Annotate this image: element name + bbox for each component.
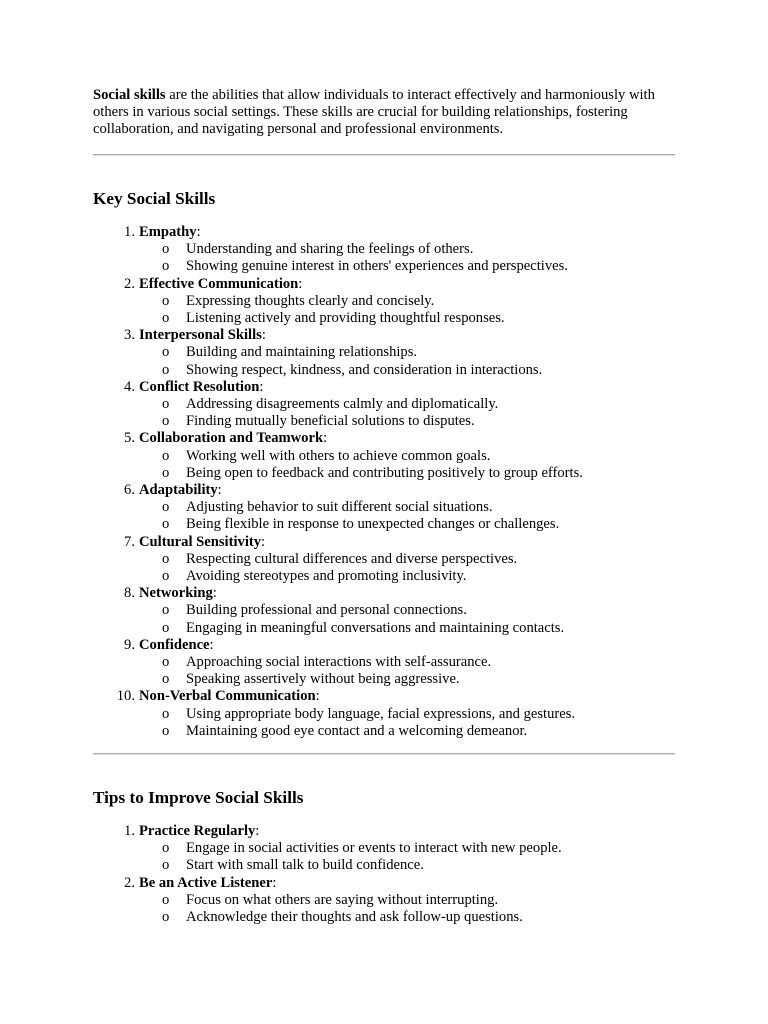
sub-list-item [139, 857, 693, 874]
list-item-title-suffix: : [261, 327, 266, 344]
list-item-title-line [139, 482, 222, 498]
sub-list [139, 499, 693, 533]
list-item-title-suffix: : [255, 823, 260, 839]
section-heading-key-skills: Key Social Skills [93, 189, 216, 208]
sub-list-item-text: Maintaining good eye contact and a welcoming demeanor. [186, 722, 528, 739]
list-item [93, 688, 693, 740]
sub-list-item-text: Building and maintaining relationships. [186, 344, 418, 361]
list-item [93, 637, 693, 689]
sub-list-item-text: Approaching social interactions with self-assurance. [186, 654, 492, 671]
sub-list-item [139, 241, 693, 258]
intro-paragraph [93, 87, 683, 139]
sub-list-item-text: Addressing disagreements calmly and diplomatically. [186, 396, 499, 413]
sub-list-item-text: Building professional and personal connections. [186, 602, 467, 619]
sub-list-item [139, 706, 693, 723]
sub-list-item-text: Focus on what others are saying without interrupting. [186, 891, 499, 908]
list-item-title-line [139, 430, 327, 446]
sub-list-item [139, 448, 693, 465]
list-item-title: Cultural Sensitivity [139, 533, 262, 550]
list-item-title: Effective Communication [139, 275, 299, 292]
sub-list [139, 396, 693, 430]
circle-bullet-icon: o [162, 671, 170, 688]
list-item-title-suffix: : [323, 430, 328, 447]
circle-bullet-icon: o [162, 654, 170, 671]
tips-list [93, 823, 693, 926]
sub-list-item [139, 362, 693, 379]
list-item-title-line [139, 224, 201, 240]
circle-bullet-icon: o [162, 413, 170, 430]
sub-list [139, 448, 693, 482]
circle-bullet-icon: o [162, 705, 170, 722]
sub-list-item [139, 723, 693, 740]
sub-list [139, 840, 693, 874]
circle-bullet-icon: o [162, 619, 170, 636]
horizontal-rule [93, 753, 675, 755]
sub-list-item [139, 258, 693, 275]
sub-list-item [139, 499, 693, 516]
list-item [93, 379, 693, 431]
sub-list-item [139, 551, 693, 568]
list-item-number: 3. [124, 327, 135, 344]
sub-list [139, 293, 693, 327]
circle-bullet-icon: o [162, 292, 170, 309]
list-item-title: Conflict Resolution [139, 378, 260, 395]
list-item-number: 1. [124, 823, 135, 839]
list-item-title-suffix: : [272, 874, 277, 891]
sub-list-item [139, 310, 693, 327]
sub-list-item-text: Showing respect, kindness, and consideration in interactions. [186, 361, 543, 378]
circle-bullet-icon: o [162, 909, 170, 926]
circle-bullet-icon: o [162, 447, 170, 464]
circle-bullet-icon: o [162, 550, 170, 567]
sub-list-item-text: Using appropriate body language, facial expressions, and gestures. [186, 705, 576, 722]
sub-list [139, 892, 693, 926]
sub-list-item-text: Avoiding stereotypes and promoting inclusivity. [186, 568, 467, 585]
sub-list-item [139, 344, 693, 361]
sub-list-item-text: Respecting cultural differences and diverse perspectives. [186, 550, 518, 567]
sub-list-item-text: Adjusting behavior to suit different social situations. [186, 499, 493, 516]
circle-bullet-icon: o [162, 516, 170, 533]
sub-list-item [139, 293, 693, 310]
list-item-title: Networking [139, 585, 213, 602]
list-item-title-suffix: : [209, 636, 214, 653]
sub-list-item-text: Engage in social activities or events to interact with new people. [186, 840, 562, 857]
key-skills-list [93, 224, 693, 740]
sub-list-item-text: Speaking assertively without being aggressive. [186, 671, 460, 688]
circle-bullet-icon: o [162, 258, 170, 275]
sub-list-item-text: Working well with others to achieve common goals. [186, 447, 491, 464]
sub-list-item [139, 516, 693, 533]
list-item-number: 9. [124, 636, 135, 653]
sub-list [139, 706, 693, 740]
sub-list-item [139, 620, 693, 637]
list-item-title-suffix: : [315, 688, 320, 705]
sub-list-item [139, 909, 693, 926]
list-item-title-line [139, 327, 266, 343]
list-item [93, 327, 693, 379]
list-item [93, 224, 693, 276]
sub-list-item-text: Start with small talk to build confidence. [186, 857, 424, 874]
sub-list-item-text: Being open to feedback and contributing positively to group efforts. [186, 464, 583, 481]
list-item-title-suffix: : [259, 378, 264, 395]
list-item-title-line [139, 276, 302, 292]
circle-bullet-icon: o [162, 310, 170, 327]
list-item-title-suffix: : [261, 533, 266, 550]
circle-bullet-icon: o [162, 464, 170, 481]
list-item [93, 585, 693, 637]
list-item-title-line [139, 637, 214, 653]
list-item [93, 276, 693, 328]
list-item [93, 430, 693, 482]
sub-list-item [139, 840, 693, 857]
sub-list-item-text: Showing genuine interest in others' experiences and perspectives. [186, 258, 568, 275]
circle-bullet-icon: o [162, 602, 170, 619]
sub-list [139, 344, 693, 378]
intro-bold-term: Social skills [93, 87, 166, 103]
sub-list [139, 602, 693, 636]
list-item-title-line [139, 875, 276, 891]
sub-list-item-text: Acknowledge their thoughts and ask follow-up questions. [186, 909, 523, 926]
list-item-number: 8. [124, 585, 135, 602]
list-item-number: 6. [124, 482, 135, 499]
sub-list-item [139, 602, 693, 619]
list-item-title: Practice Regularly [139, 823, 256, 839]
list-item-title: Adaptability [139, 482, 218, 499]
list-item-number: 7. [124, 533, 135, 550]
list-item-title-suffix: : [212, 585, 217, 602]
sub-list-item-text: Engaging in meaningful conversations and maintaining contacts. [186, 619, 565, 636]
list-item-title-line [139, 379, 263, 395]
circle-bullet-icon: o [162, 241, 170, 258]
list-item-title-suffix: : [298, 275, 303, 292]
horizontal-rule [93, 154, 675, 156]
sub-list [139, 241, 693, 275]
list-item-number: 5. [124, 430, 135, 447]
list-item-number: 1. [124, 224, 135, 240]
list-item-title: Interpersonal Skills [139, 327, 262, 344]
sub-list [139, 551, 693, 585]
sub-list-item [139, 396, 693, 413]
sub-list-item [139, 413, 693, 430]
sub-list-item-text: Expressing thoughts clearly and concisely. [186, 292, 435, 309]
circle-bullet-icon: o [162, 396, 170, 413]
circle-bullet-icon: o [162, 499, 170, 516]
section-heading-tips: Tips to Improve Social Skills [93, 788, 304, 807]
intro-text: are the abilities that allow individuals to interact effectively and harmoniously with others in various social settings. These skills are crucial for building relationships, fostering collaboration, and navigating personal and professional environments. [93, 87, 655, 138]
circle-bullet-icon: o [162, 568, 170, 585]
list-item-number: 2. [124, 874, 135, 891]
list-item-number: 10. [116, 688, 135, 705]
sub-list-item [139, 671, 693, 688]
circle-bullet-icon: o [162, 891, 170, 908]
list-item-title: Be an Active Listener [139, 874, 273, 891]
list-item-title-line [139, 585, 217, 601]
list-item-number: 4. [124, 378, 135, 395]
list-item-title: Confidence [139, 636, 210, 653]
list-item-title-suffix: : [217, 482, 222, 499]
list-item-title-line [139, 823, 259, 839]
circle-bullet-icon: o [162, 722, 170, 739]
sub-list-item-text: Understanding and sharing the feelings of others. [186, 241, 474, 258]
list-item [93, 823, 693, 875]
list-item-number: 2. [124, 275, 135, 292]
sub-list-item-text: Finding mutually beneficial solutions to disputes. [186, 413, 475, 430]
list-item-title-line [139, 534, 265, 550]
circle-bullet-icon: o [162, 344, 170, 361]
circle-bullet-icon: o [162, 840, 170, 857]
list-item [93, 875, 693, 927]
list-item-title: Collaboration and Teamwork [139, 430, 324, 447]
sub-list-item-text: Listening actively and providing thoughtful responses. [186, 310, 505, 327]
list-item-title: Empathy [139, 224, 197, 240]
sub-list-item [139, 654, 693, 671]
list-item-title-suffix: : [196, 224, 201, 240]
sub-list [139, 654, 693, 688]
sub-list-item-text: Being flexible in response to unexpected changes or challenges. [186, 516, 560, 533]
circle-bullet-icon: o [162, 361, 170, 378]
sub-list-item [139, 568, 693, 585]
sub-list-item [139, 465, 693, 482]
list-item-title-line [139, 688, 320, 704]
list-item-title: Non-Verbal Communication [139, 688, 316, 705]
list-item [93, 534, 693, 586]
circle-bullet-icon: o [162, 857, 170, 874]
list-item [93, 482, 693, 534]
sub-list-item [139, 892, 693, 909]
